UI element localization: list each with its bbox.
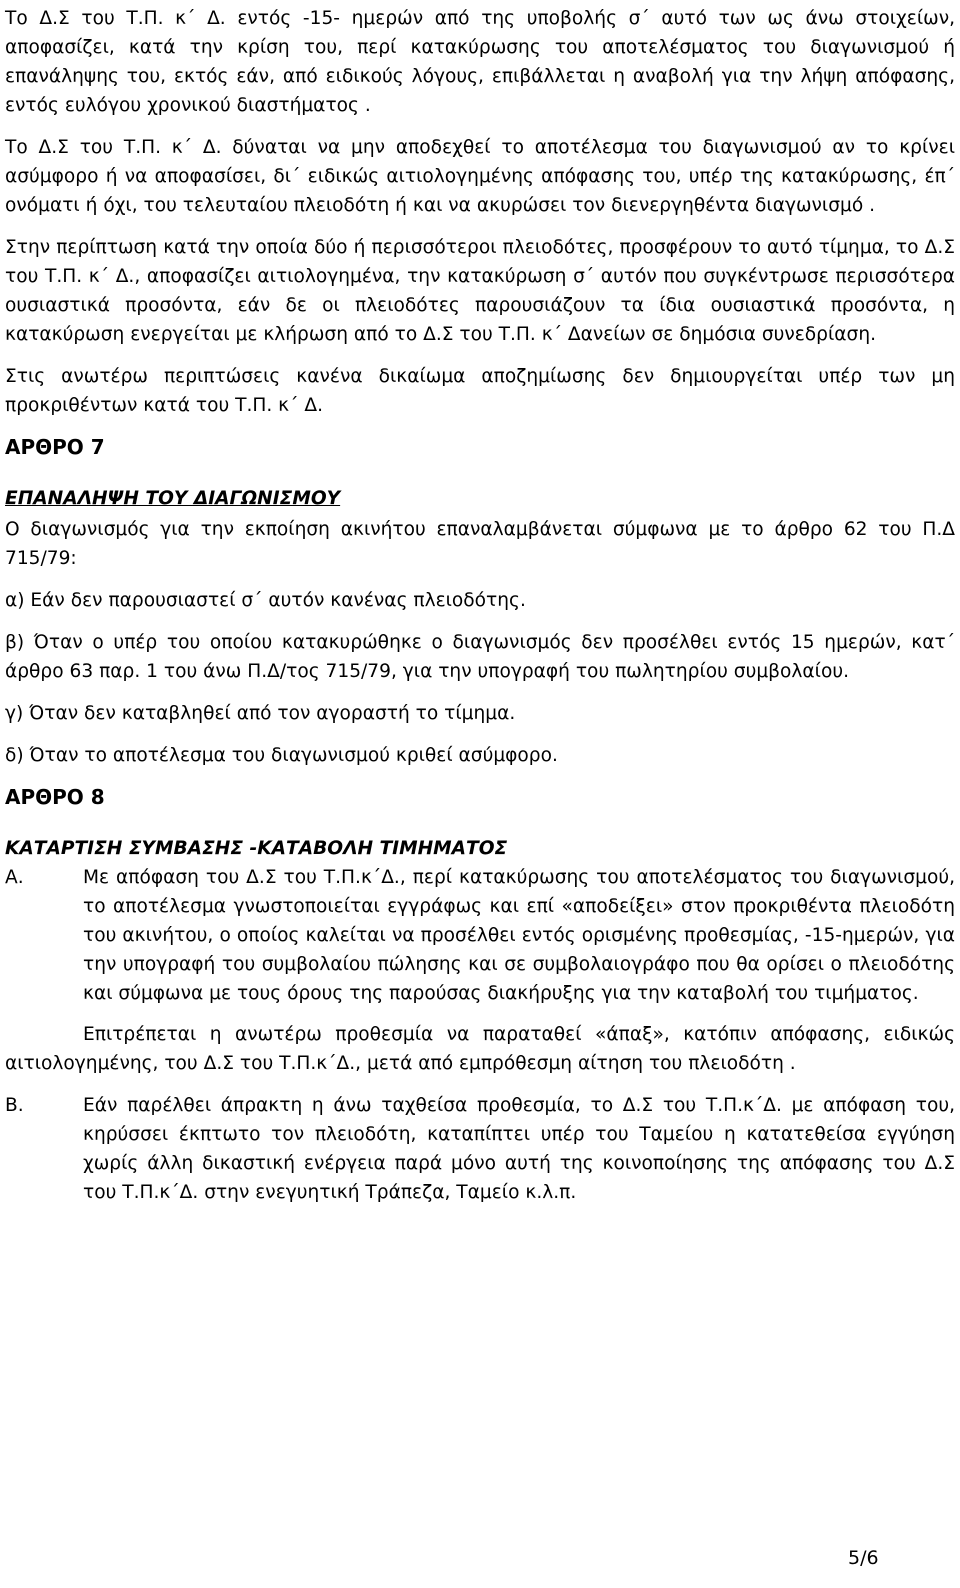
- section-a-text: Με απόφαση του Δ.Σ του Τ.Π.κ΄Δ., περί κατακύρωσης του αποτελέσματος του διαγωνισμού, το αποτέλεσμα γνωστοποιείται εγγράφως και επί «αποδείξει» στον προκριθέντα πλειοδότη του ακινήτου, ο οποίος καλείται να προσέλθει εντός ορισμένης προθεσμίας, -15-ημερών, για την υπογραφή του συμβολαίου πώλησης και σε συμβολαιογράφο που θα ορίσει ο πλειοδότης και σύμφωνα με τους όρους της παρούσας διακήρυξης για την καταβολή του τιμήματος.: [83, 867, 955, 1004]
- article-7-item-a: α) Εάν δεν παρουσιαστεί σ΄ αυτόν κανένας πλειοδότης.: [5, 590, 526, 611]
- paragraph-rejection-right: Το Δ.Σ του Τ.Π. κ΄ Δ. δύναται να μην αποδεχθεί το αποτέλεσμα του διαγωνισμού αν το κρίνει ασύμφορο ή να αποφασίσει, δι΄ ειδικώς αιτιολογημένης απόφασης του, υπέρ της κατακύρωσης, έπ΄ ονόματι ή όχι, του τελευταίου πλειοδότη ή και να ακυρώσει τον διενεργηθέντα διαγωνισμό .: [5, 137, 955, 216]
- article-8-title: ΚΑΤΑΡΤΙΣΗ ΣΥΜΒΑΣΗΣ -ΚΑΤΑΒΟΛΗ ΤΙΜΗΜΑΤΟΣ: [5, 838, 508, 859]
- article-7-intro: Ο διαγωνισμός για την εκποίηση ακινήτου επαναλαμβάνεται σύμφωνα με το άρθρο 62 του Π.Δ 715/79:: [5, 519, 955, 569]
- paragraph-equal-bids: Στην περίπτωση κατά την οποία δύο ή περισσότεροι πλειοδότες, προσφέρουν το αυτό τίμημα, το Δ.Σ του Τ.Π. κ΄ Δ., αποφασίζει αιτιολογημένα, την κατακύρωση σ΄ αυτόν που συγκέντρωσε περισσότερα ουσιαστικά προσόντα, εάν δε οι πλειοδότες παρουσιάζουν τα ίδια ουσιαστικά προσόντα, η κατακύρωση ενεργείται με κλήρωση από το Δ.Σ του Τ.Π. κ΄ Δανείων σε δημόσια συνεδρίαση.: [5, 237, 955, 345]
- article-8-section-a: [5, 863, 955, 1008]
- article-7-item-d: δ) Όταν το αποτέλεσμα του διαγωνισμού κριθεί ασύμφορο.: [5, 745, 558, 766]
- article-7-heading: ΑΡΘΡΟ 7: [5, 435, 105, 459]
- section-b-label: Β.: [5, 1095, 24, 1116]
- article-7-item-c: γ) Όταν δεν καταβληθεί από τον αγοραστή το τίμημα.: [5, 703, 516, 724]
- paragraph-no-compensation: Στις ανωτέρω περιπτώσεις κανένα δικαίωμα αποζημίωσης δεν δημιουργείται υπέρ των μη προκριθέντων κατά του Τ.Π. κ΄ Δ.: [5, 366, 955, 416]
- paragraph-award-decision: Το Δ.Σ του Τ.Π. κ΄ Δ. εντός -15- ημερών από της υποβολής σ΄ αυτό των ως άνω στοιχείων, αποφασίζει, κατά την κρίση του, περί κατακύρωσης του αποτελέσματος του διαγωνισμού ή επανάληψης του, εκτός εάν, από ειδικούς λόγους, επιβάλλεται η αναβολή για την λήψη απόφασης, εντός ευλόγου χρονικού διαστήματος .: [5, 8, 955, 116]
- article-8-section-b: [5, 1091, 955, 1207]
- page-number: 5/6: [848, 1547, 879, 1569]
- section-a-label: Α.: [5, 867, 24, 888]
- article-8-heading: ΑΡΘΡΟ 8: [5, 785, 105, 809]
- article-7-title: ΕΠΑΝΑΛΗΨΗ ΤΟΥ ΔΙΑΓΩΝΙΣΜΟΥ: [5, 488, 341, 509]
- article-7-item-b: β) Όταν ο υπέρ του οποίου κατακυρώθηκε ο διαγωνισμός δεν προσέλθει εντός 15 ημερών, κατ΄ άρθρο 63 παρ. 1 του άνω Π.Δ/τος 715/79, για την υπογραφή του πωλητηρίου συμβολαίου.: [5, 632, 955, 682]
- document-page: [5, 4, 955, 1219]
- article-8-extension-paragraph: Επιτρέπεται η ανωτέρω προθεσμία να παραταθεί «άπαξ», κατόπιν απόφασης, ειδικώς αιτιολογημένης, του Δ.Σ του Τ.Π.κ΄Δ., μετά από εμπρόθεσμη αίτηση του πλειοδότη .: [5, 1024, 955, 1074]
- section-b-text: Εάν παρέλθει άπρακτη η άνω ταχθείσα προθεσμία, το Δ.Σ του Τ.Π.κ΄Δ. με απόφαση του, κηρύσσει έκπτωτο τον πλειοδότη, καταπίπτει υπέρ του Ταμείου η κατατεθείσα εγγύηση χωρίς άλλη δικαστική ενέργεια παρά μόνο αυτή της κοινοποίησης της απόφασης του Δ.Σ του Τ.Π.κ΄Δ. στην ενεγυητική Τράπεζα, Ταμείο κ.λ.π.: [83, 1095, 955, 1203]
